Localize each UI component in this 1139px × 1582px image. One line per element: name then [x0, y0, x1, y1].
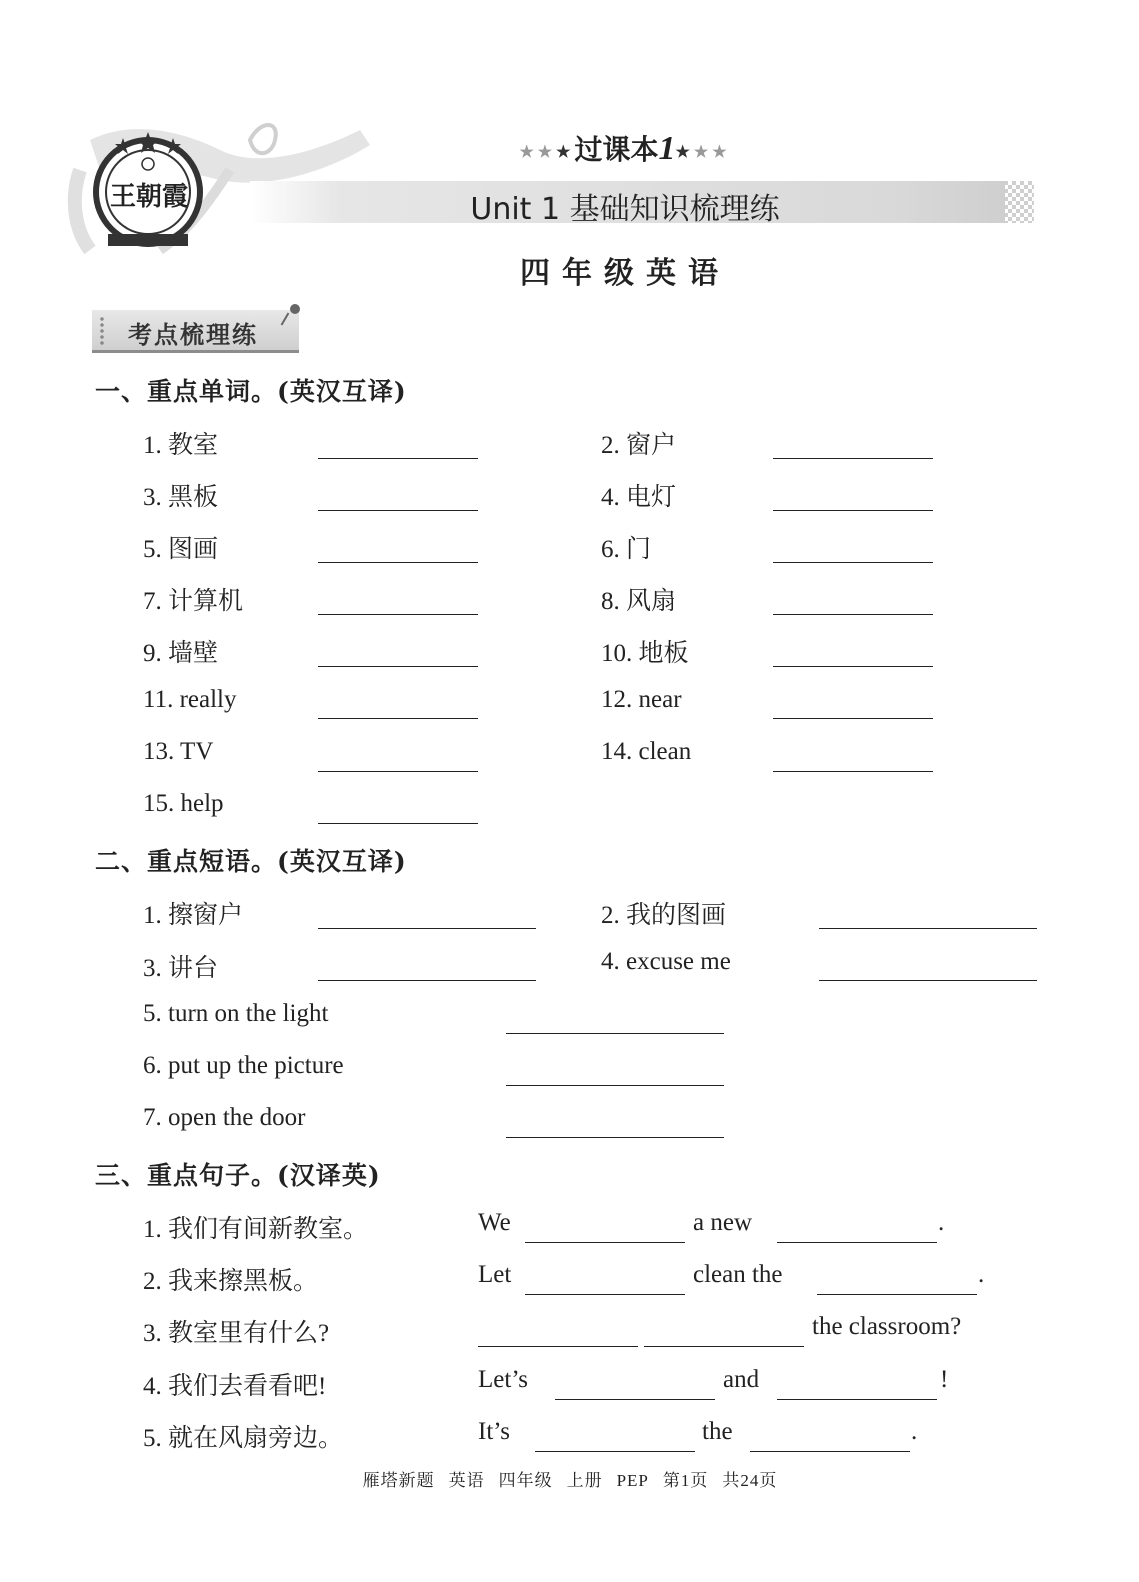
word-item: 6. 门 [601, 536, 652, 563]
sentence-cn: 3. 教室里有什么? [143, 1320, 330, 1347]
answer-blank[interactable] [819, 980, 1037, 981]
answer-blank[interactable] [773, 614, 933, 615]
answer-blank[interactable] [817, 1294, 977, 1295]
answer-blank[interactable] [318, 823, 478, 824]
sentence-punct: . [978, 1261, 985, 1288]
phrase-item: 3. 讲台 [143, 955, 219, 982]
answer-blank[interactable] [506, 1085, 724, 1086]
sentence-word: It’s [478, 1418, 510, 1445]
series-label: ★★★过课本1★★★ [519, 130, 731, 167]
word-item: 12. near [601, 686, 682, 713]
dots-decoration [98, 316, 106, 346]
part2-heading: 二、重点短语。(英汉互译) [95, 847, 407, 876]
answer-blank[interactable] [773, 666, 933, 667]
phrase-item: 1. 擦窗户 [143, 902, 244, 929]
word-item: 13. TV [143, 738, 214, 765]
answer-blank[interactable] [777, 1242, 937, 1243]
answer-blank[interactable] [478, 1346, 638, 1347]
sentence-cn: 5. 就在风扇旁边。 [143, 1425, 344, 1452]
answer-blank[interactable] [318, 718, 478, 719]
word-item: 10. 地板 [601, 640, 689, 667]
answer-blank[interactable] [525, 1242, 685, 1243]
answer-blank[interactable] [773, 510, 933, 511]
answer-blank[interactable] [318, 928, 536, 929]
word-item: 7. 计算机 [143, 588, 244, 615]
logo-text: 王朝霞 [110, 182, 189, 212]
answer-blank[interactable] [819, 928, 1037, 929]
phrase-item: 6. put up the picture [143, 1052, 344, 1079]
footer-edition: PEP [616, 1471, 649, 1490]
sentence-word: the classroom? [812, 1313, 962, 1340]
sentence-cn: 2. 我来擦黑板。 [143, 1268, 319, 1295]
part1-heading: 一、重点单词。(英汉互译) [95, 377, 407, 406]
sentence-word: a new [693, 1209, 752, 1236]
answer-blank[interactable] [773, 562, 933, 563]
sentence-word: clean the [693, 1261, 783, 1288]
word-item: 2. 窗户 [601, 432, 677, 459]
answer-blank[interactable] [773, 458, 933, 459]
answer-blank[interactable] [750, 1451, 910, 1452]
word-item: 14. clean [601, 738, 692, 765]
sentence-word: the [702, 1418, 733, 1445]
answer-blank[interactable] [555, 1399, 715, 1400]
pin-icon [290, 304, 300, 314]
page-title: Unit 1 基础知识梳理练 [470, 192, 780, 227]
answer-blank[interactable] [318, 614, 478, 615]
word-item: 9. 墙壁 [143, 640, 219, 667]
answer-blank[interactable] [506, 1033, 724, 1034]
answer-blank[interactable] [525, 1294, 685, 1295]
answer-blank[interactable] [318, 458, 478, 459]
answer-blank[interactable] [318, 510, 478, 511]
footer-grade: 四年级 [498, 1471, 553, 1490]
section-tab [92, 310, 299, 353]
sentence-word: Let [478, 1261, 512, 1288]
sentence-punct: . [938, 1209, 945, 1236]
answer-blank[interactable] [773, 771, 933, 772]
footer-subject: 英语 [448, 1471, 485, 1490]
word-item: 11. really [143, 686, 237, 713]
star-icon: ★★ [519, 142, 557, 161]
answer-blank[interactable] [318, 771, 478, 772]
page-subtitle: 四年级英语 [520, 256, 730, 291]
sentence-word: We [478, 1209, 511, 1236]
phrase-item: 2. 我的图画 [601, 902, 727, 929]
checker-decoration [1000, 181, 1034, 223]
footer-volume: 上册 [566, 1471, 603, 1490]
answer-blank[interactable] [773, 718, 933, 719]
publisher-logo [88, 130, 208, 250]
answer-blank[interactable] [318, 980, 536, 981]
sentence-punct: ! [940, 1366, 949, 1393]
star-icon: ★ [675, 142, 694, 161]
phrase-item: 4. excuse me [601, 948, 731, 975]
sentence-cn: 1. 我们有间新教室。 [143, 1216, 369, 1243]
answer-blank[interactable] [318, 666, 478, 667]
word-item: 1. 教室 [143, 432, 219, 459]
star-icon: ★ [556, 142, 575, 161]
answer-blank[interactable] [644, 1346, 804, 1347]
footer-book: 雁塔新题 [362, 1471, 435, 1490]
sentence-word: Let’s [478, 1366, 528, 1393]
word-item: 5. 图画 [143, 536, 219, 563]
word-item: 3. 黑板 [143, 484, 219, 511]
answer-blank[interactable] [506, 1137, 724, 1138]
answer-blank[interactable] [535, 1451, 695, 1452]
sentence-punct: . [911, 1418, 918, 1445]
footer-total: 共24页 [722, 1471, 778, 1490]
sentence-word: and [723, 1366, 760, 1393]
section-tab-label: 考点梳理练 [128, 320, 258, 349]
page-footer [310, 1466, 830, 1491]
word-item: 4. 电灯 [601, 484, 677, 511]
part3-heading: 三、重点句子。(汉译英) [95, 1161, 381, 1190]
word-item: 8. 风扇 [601, 588, 677, 615]
phrase-item: 5. turn on the light [143, 1000, 329, 1027]
phrase-item: 7. open the door [143, 1104, 306, 1131]
answer-blank[interactable] [777, 1399, 937, 1400]
star-icon: ★★ [693, 142, 731, 161]
answer-blank[interactable] [318, 562, 478, 563]
footer-page: 第1页 [662, 1471, 709, 1490]
word-item: 15. help [143, 790, 224, 817]
sentence-cn: 4. 我们去看看吧! [143, 1373, 327, 1400]
